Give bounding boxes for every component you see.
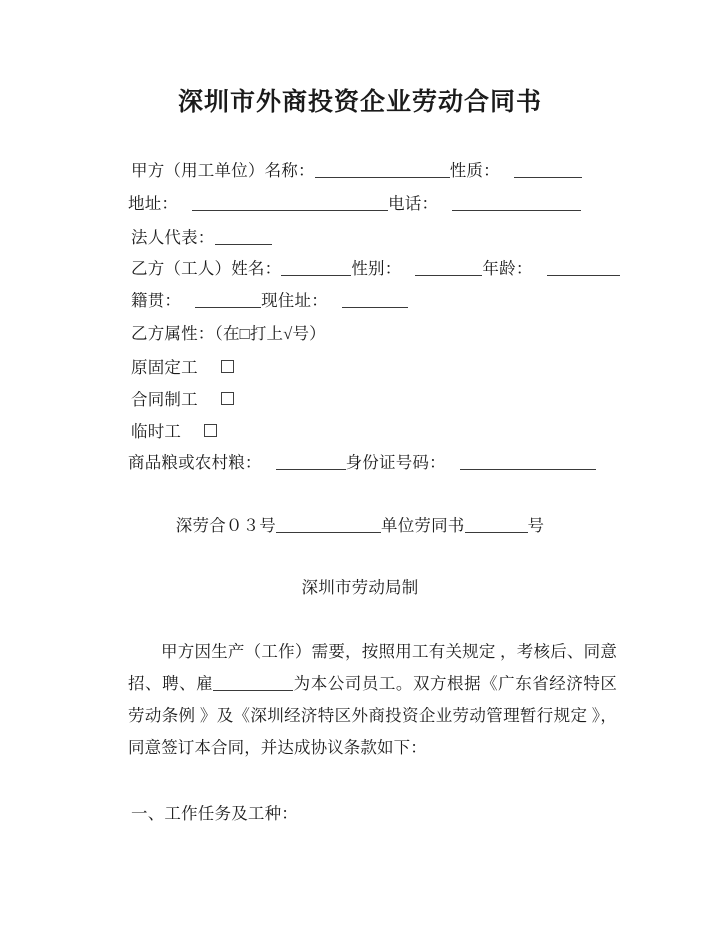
id-number-label: 身份证号码： — [345, 453, 446, 472]
address-label: 地址： — [128, 194, 179, 213]
nature-blank[interactable] — [514, 162, 582, 178]
party-b-attribute-label: 乙方属性：（在□打上√号） — [131, 324, 326, 343]
checkbox-label-temporary: 临时工 — [131, 422, 182, 441]
body-paragraph-part-1: 甲方因生产（工作）需要，按照用工有关规定 ，考核后、同意招、聘、雇 — [128, 642, 617, 693]
native-place-label: 籍贯： — [131, 291, 182, 310]
checkbox-row-permanent — [131, 358, 235, 378]
gender-label: 性别： — [351, 259, 402, 278]
grain-label: 商品粮或农村粮： — [128, 453, 262, 472]
grain-blank[interactable] — [276, 454, 346, 470]
phone-label: 电话： — [388, 194, 439, 213]
body-paragraph — [128, 636, 617, 764]
checkbox-label-contract: 合同制工 — [131, 390, 198, 409]
form-code-line — [0, 512, 720, 536]
current-address-blank[interactable] — [342, 292, 408, 308]
current-address-label: 现住址： — [261, 291, 328, 310]
party-b-name-label: 乙方（工人）姓名： — [131, 259, 282, 278]
form-row-party-b-attribute — [131, 324, 326, 344]
unit-contract-blank[interactable] — [465, 517, 528, 533]
body-paragraph-part-2: 为本公司员工。双方根据《广东省经济特区劳动条例 》及《深圳经济特区外商投资企业劳动管理暂行规定 》，同意签订本合同，并达成协议条款如下： — [128, 674, 618, 757]
age-label: 年龄： — [482, 259, 533, 278]
checkbox-contract[interactable] — [221, 392, 234, 405]
phone-blank[interactable] — [452, 195, 581, 211]
form-code-middle: 单位劳同书 — [381, 516, 465, 535]
form-row-party-a-name — [131, 161, 582, 181]
page-title: 深圳市外商投资企业劳动合同书 — [177, 87, 542, 116]
checkbox-permanent[interactable] — [221, 360, 234, 373]
form-row-address — [128, 194, 581, 214]
address-blank[interactable] — [192, 195, 388, 211]
form-row-party-b-name — [131, 259, 620, 279]
party-a-name-blank[interactable] — [315, 162, 450, 178]
gender-blank[interactable] — [415, 260, 482, 276]
checkbox-row-contract — [131, 390, 235, 410]
form-code-prefix: 深劳合０３号 — [175, 516, 276, 535]
checkbox-temporary[interactable] — [204, 424, 217, 437]
legal-rep-blank[interactable] — [215, 229, 272, 245]
nature-label: 性质： — [449, 161, 500, 180]
age-blank[interactable] — [547, 260, 620, 276]
form-code-blank[interactable] — [276, 517, 381, 533]
party-a-name-label: 甲方（用工单位）名称： — [131, 161, 315, 180]
form-row-legal-rep — [131, 228, 272, 248]
employee-name-blank[interactable] — [213, 675, 293, 691]
form-row-grain-and-id — [128, 453, 596, 473]
native-place-blank[interactable] — [195, 292, 261, 308]
section-heading-1: 一、工作任务及工种： — [131, 804, 298, 823]
party-b-name-blank[interactable] — [281, 260, 351, 276]
checkbox-label-permanent: 原固定工 — [131, 358, 198, 377]
id-number-blank[interactable] — [460, 454, 596, 470]
form-row-native-place — [131, 291, 408, 311]
legal-rep-label: 法人代表： — [131, 228, 215, 247]
checkbox-row-temporary — [131, 422, 218, 442]
issuer-line: 深圳市劳动局制 — [301, 578, 419, 597]
form-code-suffix: 号 — [527, 516, 545, 535]
